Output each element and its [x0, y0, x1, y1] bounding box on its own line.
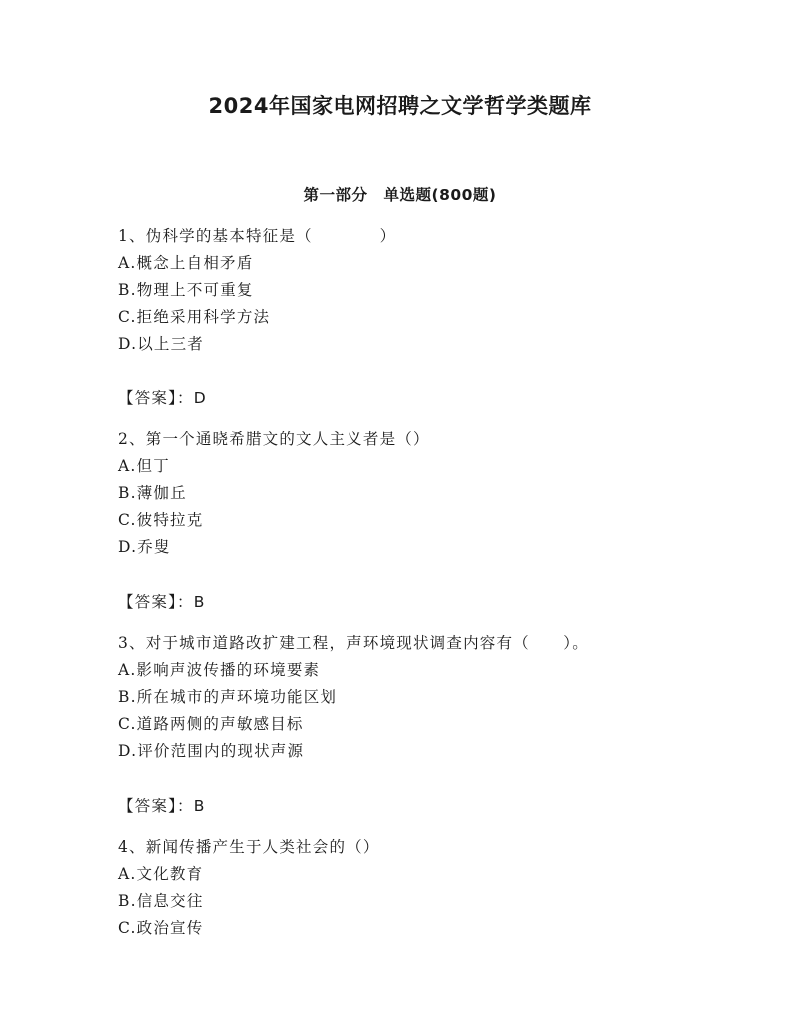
- question-1-stem: 1、伪科学的基本特征是（ ）: [118, 227, 397, 245]
- question-3-stem: 3、对于城市道路改扩建工程，声环境现状调查内容有（ ）。: [118, 634, 589, 652]
- section-title: 第一部分 单选题(800题): [303, 186, 497, 204]
- question-2-answer: 【答案】：B: [118, 593, 206, 611]
- question-1-option-a: A.概念上自相矛盾: [118, 254, 254, 272]
- question-1-option-d: D.以上三者: [118, 335, 205, 353]
- question-4-option-b: B.信息交往: [118, 892, 204, 910]
- question-3-option-b: B.所在城市的声环境功能区划: [118, 688, 338, 706]
- document-title: 2024年国家电网招聘之文学哲学类题库: [208, 94, 592, 118]
- question-2-option-d: D.乔叟: [118, 538, 171, 556]
- question-2-option-c: C.彼特拉克: [118, 511, 204, 529]
- question-1-option-c: C.拒绝采用科学方法: [118, 308, 271, 326]
- question-2-option-b: B.薄伽丘: [118, 484, 187, 502]
- question-3-answer: 【答案】：B: [118, 797, 206, 815]
- question-3-option-a: A.影响声波传播的环境要素: [118, 661, 321, 679]
- question-1-answer: 【答案】：D: [118, 389, 207, 407]
- question-4-option-c: C.政治宣传: [118, 919, 204, 937]
- question-3-option-c: C.道路两侧的声敏感目标: [118, 715, 304, 733]
- question-2-option-a: A.但丁: [118, 457, 170, 475]
- question-2-stem: 2、第一个通晓希腊文的文人主义者是（）: [118, 430, 430, 448]
- question-4-option-a: A.文化教育: [118, 865, 204, 883]
- question-3-option-d: D.评价范围内的现状声源: [118, 742, 305, 760]
- question-1-option-b: B.物理上不可重复: [118, 281, 254, 299]
- question-4-stem: 4、新闻传播产生于人类社会的（）: [118, 838, 380, 856]
